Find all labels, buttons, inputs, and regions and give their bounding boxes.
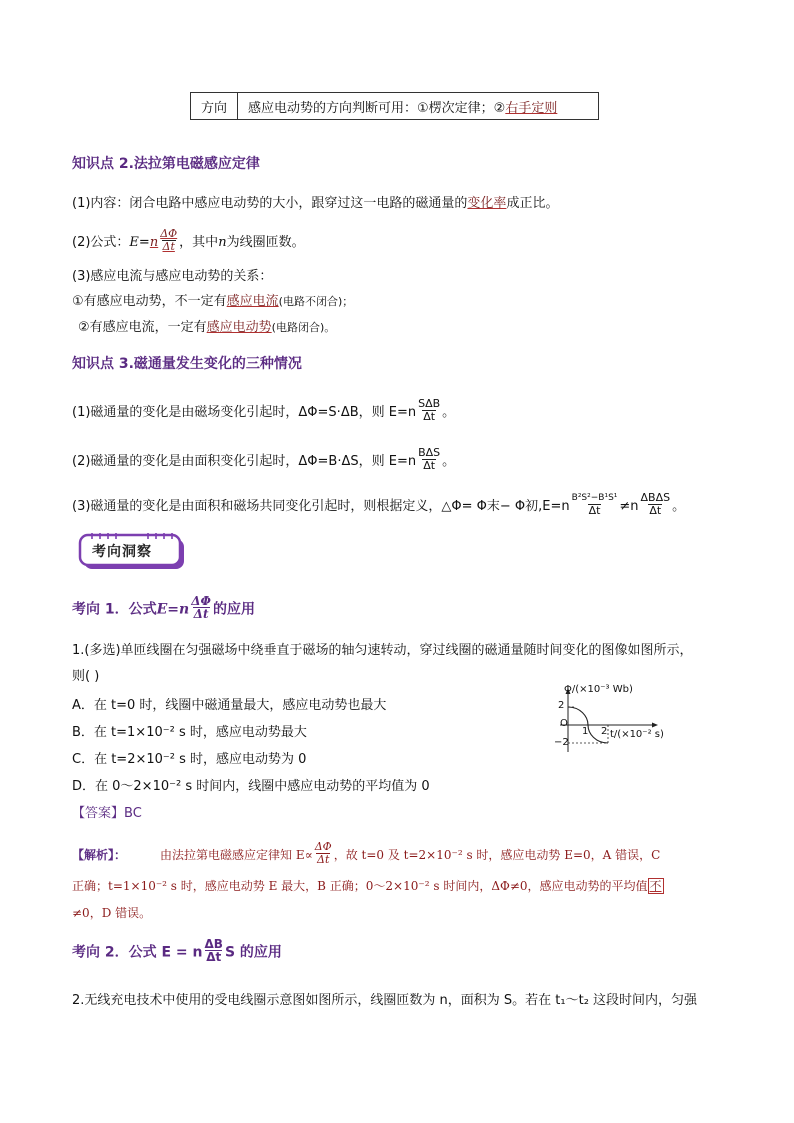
kp2-line5-underline: 感应电动势 (206, 320, 272, 335)
direction-table (190, 92, 599, 120)
kp3-case3-frac2 (640, 492, 672, 517)
kp3-case2-text: (2)磁通量的变化是由面积变化引起时，ΔΦ=B·ΔS，则 E=n (72, 454, 417, 469)
kp3-case1-end: 。 (442, 405, 456, 420)
kp2-heading: 知识点 2.法拉第电磁感应定律 (72, 156, 260, 172)
q1-exp-line3: ≠0，D 错误。 (72, 906, 152, 920)
kp2-line4-underline: 感应电流 (226, 294, 279, 309)
kp2-line1-underline: 变化率 (467, 196, 507, 211)
q1-exp-label: 【解析】： (72, 848, 127, 862)
kx1-heading (72, 594, 255, 622)
q1-exp1-num: ΔΦ (314, 840, 332, 853)
q1-answer: 【答案】BC (72, 806, 142, 821)
kp2-line4-text: ①有感应电动势，不一定有 (72, 294, 227, 309)
graph-x2: 2 (601, 726, 608, 737)
kp2-line1-text: (1)内容：闭合电路中感应电动势的大小，跟穿过这一电路的磁通量的 (72, 196, 468, 211)
kp3-case3-num1: B²S²−B¹S¹ (571, 493, 618, 503)
q1-exp2-mark: 不 (649, 879, 662, 893)
kp2-line3: (3)感应电流与感应电动势的关系： (72, 269, 273, 284)
kp3-case3-den1: Δt (588, 504, 601, 517)
graph-y-top: 2 (558, 700, 565, 711)
graph-x1: 1 (582, 726, 589, 737)
kp3-case3-frac1 (571, 492, 619, 517)
kp3-case2 (72, 446, 456, 474)
q1-exp1-text: 由法拉第电磁感应定律知 E∝ (160, 848, 313, 862)
kx2-heading (72, 937, 282, 965)
q1-option-a: A．在 t=0 时，线圈中磁通量最大，感应电动势也最大 (72, 698, 387, 713)
kp2-line5 (78, 319, 335, 337)
kp3-case1-frac (417, 398, 441, 423)
kp3-case2-den: Δt (423, 459, 436, 472)
q1-option-d: D．在 0～2×10⁻² s 时间内，线圈中感应电动势的平均值为 0 (72, 779, 430, 794)
q1-exp1-frac (314, 841, 333, 866)
kp3-case1-num: SΔB (418, 397, 441, 410)
kx1-heading-formula: E=n (156, 601, 190, 618)
kx2-heading-text: 考向 2．公式 E = n (72, 944, 203, 961)
kx2-heading-num: ΔB (204, 937, 223, 951)
kx1-heading-den: Δt (193, 607, 209, 621)
kp3-heading: 知识点 3.磁通量发生变化的三种情况 (72, 356, 302, 372)
kx2-heading-frac (204, 938, 224, 963)
q1-line1: 1.(多选)单匝线圈在匀强磁场中绕垂直于磁场的轴匀速转动，穿过线圈的磁通量随时间变化的图像如图所示， (72, 643, 693, 658)
graph-ylabel: Φ/(×10⁻³ Wb) (564, 684, 633, 695)
table-label: 方向 (191, 93, 238, 120)
kp2-line4 (72, 293, 353, 311)
graph-origin: O (560, 718, 568, 729)
kp2-frac-num: ΔΦ (160, 227, 178, 240)
kp2-line5-end: (电路闭合)。 (271, 321, 336, 334)
kp3-case1-text: (1)磁通量的变化是由磁场变化引起时，ΔΦ=S·ΔB，则 E=n (72, 405, 417, 420)
q1-exp2-text: 正确；t=1×10⁻² s 时，感应电动势 E 最大，B 正确；0～2×10⁻² s 时间内，ΔΦ≠0，感应电动势的平均值 (72, 879, 648, 893)
kp3-case3-neq: ≠n (619, 499, 639, 514)
badge-text: 考向洞察 (92, 544, 152, 560)
q1-exp-line2 (72, 877, 664, 895)
kp2-line1-end: 成正比。 (506, 196, 559, 211)
kp3-case3-den2: Δt (649, 504, 662, 517)
kp2-line5-text: ②有感应电流，一定有 (78, 320, 207, 335)
q1-exp1-den: Δt (317, 853, 330, 866)
flux-graph (538, 686, 688, 756)
q1-option-c: C．在 t=2×10⁻² s 时，感应电动势为 0 (72, 752, 307, 767)
kp2-formula-eq: = (138, 235, 150, 250)
q1-line2: 则( ) (72, 669, 100, 684)
kx1-heading-frac (190, 595, 212, 620)
kp2-line2-end: 为线圈匝数。 (226, 235, 305, 250)
kp2-formula-E: E (129, 235, 139, 250)
kx1-heading-num: ΔΦ (191, 594, 211, 608)
kp2-line2-label: (2)公式： (72, 235, 130, 250)
kp2-line2-mid: ，其中 (179, 235, 219, 250)
table-text: 感应电动势的方向判断可用：①楞次定律；② (248, 100, 506, 116)
kp2-formula-frac (159, 228, 178, 253)
kp2-frac-den: Δt (162, 240, 175, 253)
graph-y-bot: −2 (554, 737, 569, 748)
kp2-line1 (72, 195, 558, 213)
kp3-case3-text: (3)磁通量的变化是由面积和磁场共同变化引起时，则根据定义，△Φ= Φ末− Φ初,E=n (72, 499, 570, 514)
graph-xlabel: t/(×10⁻² s) (610, 729, 664, 740)
kp3-case3 (72, 491, 686, 519)
q1-exp-line1 (72, 840, 661, 868)
kp2-formula-n: n (149, 235, 159, 250)
table-content (238, 93, 599, 120)
kp2-line2-n: n (218, 235, 227, 250)
q2-line1: 2.无线充电技术中使用的受电线圈示意图如图所示，线圈匝数为 n，面积为 S。若在 t₁～t₂ 这段时间内，匀强 (72, 993, 698, 1008)
kx1-heading-end: 的应用 (212, 601, 255, 618)
table-underlined: 右手定则 (505, 100, 558, 116)
kp3-case2-end: 。 (442, 454, 456, 469)
kp3-case3-end: 。 (672, 499, 686, 514)
kp3-case2-num: BΔS (418, 446, 441, 459)
kp3-case1 (72, 397, 456, 425)
kx2-heading-den: Δt (206, 950, 222, 964)
kp2-line2 (72, 227, 305, 255)
kx1-heading-text: 考向 1．公式 (72, 601, 157, 618)
kx2-heading-end: S 的应用 (224, 944, 282, 961)
kp2-line4-end: (电路不闭合)； (278, 295, 354, 308)
kp3-case1-den: Δt (423, 410, 436, 423)
q1-option-b: B．在 t=1×10⁻² s 时，感应电动势最大 (72, 725, 307, 740)
kp3-case2-frac (417, 447, 441, 472)
kp3-case3-num2: ΔBΔS (640, 491, 671, 504)
q1-exp1-end: ，故 t=0 及 t=2×10⁻² s 时，感应电动势 E=0，A 错误，C (333, 848, 661, 862)
section-badge (78, 533, 186, 571)
